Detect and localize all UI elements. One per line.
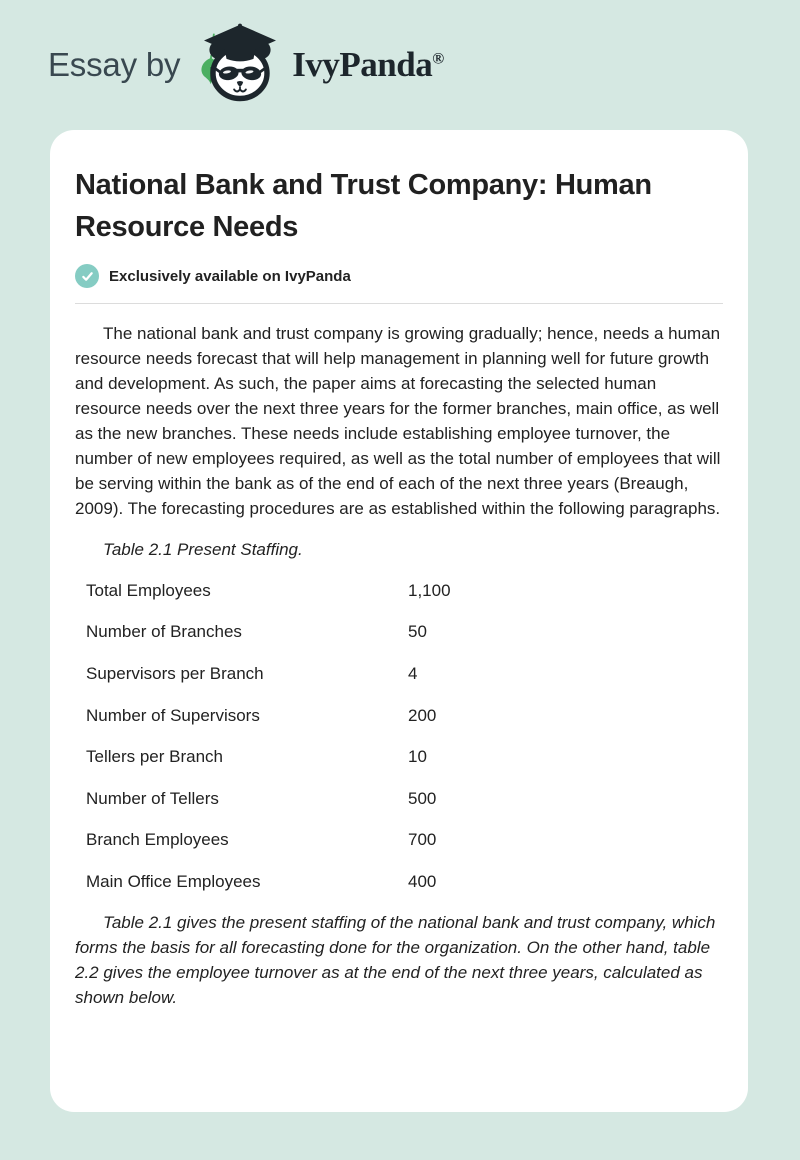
table-row-label: Total Employees <box>86 580 211 600</box>
registered-mark: ® <box>432 50 444 68</box>
availability-label: Exclusively available on IvyPanda <box>109 267 351 285</box>
essay-by-label: Essay by <box>48 46 181 83</box>
table-row <box>75 612 723 654</box>
table-row-label: Supervisors per Branch <box>86 663 264 683</box>
availability-row <box>75 264 723 288</box>
table-row-value: 4 <box>408 663 418 683</box>
table-row-label: Tellers per Branch <box>86 747 224 767</box>
panda-graduate-icon <box>194 22 286 112</box>
table-row-label: Number of Tellers <box>86 788 219 808</box>
table-row-value: 200 <box>408 705 437 725</box>
table-row-label: Number of Supervisors <box>86 705 260 725</box>
table-row <box>75 570 723 612</box>
table-row <box>75 820 723 862</box>
site-header <box>0 0 800 130</box>
table-row-label: Number of Branches <box>86 622 242 642</box>
table-row-value: 500 <box>408 788 437 808</box>
staffing-table <box>75 570 723 903</box>
table-row-value: 50 <box>408 622 427 642</box>
divider <box>75 303 723 304</box>
check-icon <box>75 264 99 288</box>
table-row <box>75 861 723 903</box>
table-row <box>75 778 723 820</box>
table-row-value: 400 <box>408 871 437 891</box>
table-row-value: 10 <box>408 747 427 767</box>
table-row-value: 1,100 <box>408 580 451 600</box>
table-row <box>75 695 723 737</box>
brand-text: IvyPanda <box>292 45 433 84</box>
closing-paragraph: Table 2.1 gives the present staffing of the national bank and trust company, which forms the basis for all forecasting done for the organization. On the other hand, table 2.2 gives the employee turnover as at the end of the next three years, calculated as shown below. <box>75 912 716 1007</box>
table-row <box>75 653 723 695</box>
brand-name <box>292 45 443 85</box>
table-row-label: Branch Employees <box>86 830 229 850</box>
essay-card <box>50 130 748 1112</box>
table-row-value: 700 <box>408 830 437 850</box>
page-title: National Bank and Trust Company: Human Resource Needs <box>75 169 652 243</box>
table-row-label: Main Office Employees <box>86 871 261 891</box>
table-row <box>75 736 723 778</box>
intro-paragraph: The national bank and trust company is growing gradually; hence, needs a human resource needs forecast that will help management in planning well for future growth and development. As such, the paper aims at forecasting the selected human resource needs over the next three years for the former branches, main office, as well as the new branches. These needs include establishing employee turnover, the number of new employees required, as well as the total number of employees that will be serving within the bank as of the end of each of the next three years (Breaugh, 2009). The forecasting procedures are as established within the following paragraphs. <box>75 324 721 518</box>
table-caption: Table 2.1 Present Staffing. <box>103 540 303 559</box>
